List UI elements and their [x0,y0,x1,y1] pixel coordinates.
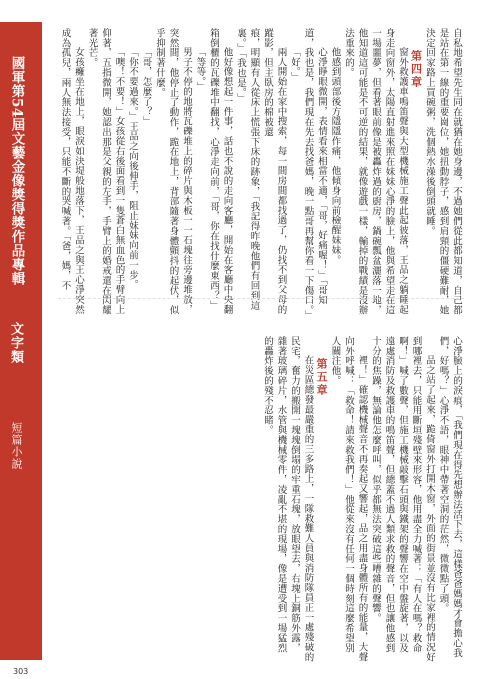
subcategory-label: 短篇小說 [10,422,23,470]
paragraph: 他感到頭部後方隱隱作痛，他傾身向前檢醒妹妹。 [329,47,341,265]
paragraph: 心淨臉上的淚痕，「我們現在得先想辦法活下去，這樣爸爸媽媽才會擔心我們，好嗎？」心淨不語，眼神中帶著空洞的茫然，微微點了頭。 [437,336,462,658]
paragraph: 「你不要過來。」王品之向後伸手，阻止妹妹向前一步。 [127,47,138,290]
paragraph: 他好像想起一件事，話也不說的走向客廳，開始在客廳中央翻箱倒櫃的瓦礫堆中翻找，心淨走向前，「哥，你在找什麼東西？」 [208,28,233,315]
paragraph: 「噢！不要！」女孩從右後面看到一隻蒼白無血色的手臂向上仰著，五指微開，她認出那是父親的左手，手臂上的婚戒還在閃耀著光芒。 [86,28,125,316]
paragraph: 品之站了起來，跪倚窗外打開木窗，外面的街景並沒有比家裡的情況好到哪裡去，只能用斷垣殘壁來形容，他用盡全力喊著：「有人在嗎？救命啊！」喊了數聲，但施工機械敲擊石頭與鐵架的聲響在空中盤旋著，以及遠處消防及救護車的鳴笛聲，但總蓋不過人類求救的聲音，但也讓他感到十分的焦躁，無論他怎麼呼叫，似乎都無法突破這些嘈雜的聲響。 [370,336,435,662]
paragraph: 「好。」 [289,47,300,82]
sidebar-band [0,22,42,660]
paragraph: 窗外救護車鳴笛聲與大型機械施工聲此起彼落，王品之躺睡起身走向窗外，太陽直射進來照在妹妹心淨的臉上，他與希望走在這一場噩夢，但看著眼前像是被轟炸過的廚房，鍋碗瓢盆灑落一地，他知道這可能是不可逆的結果，就像遊戲一樣，輸掉的戰績是沒辦法重來的。 [343,28,408,316]
paragraph: 自私地希望先生同在就猶在她身邊，不過她們從此都知道，自己都是站在第一線的重要崗位，她扭動脖子，感到肩頸的僵硬難耐，她決定回家路上買碗粥，洗個熱水澡後倒頭就睡。 [424,28,462,316]
chapter-heading-four: 第四章 [409,50,423,89]
paragraph: 在災區總發最嚴重的三多路上，一隊救難人員與消防隊員正一處殘破的民宅，奮力的搬開一塊塊倒塌的牢重石塊，放眼望去，右塊上銅筋外露，雜著玻璃碎片，水管與機械零件，凌亂不堪的現場，像是遭受到一場猛烈的轟炸後的殘不忍睹。 [262,336,314,662]
chapter-heading-five: 第五章 [315,358,328,397]
paragraph: 裡！」確認機械聲音不再奏起又響起，品之用盡身體所有的能量，大聲向外呼喊：「救命！請來救我們！」他從來沒有任何一個時刻這麼希望別人關注他。 [329,336,368,662]
section-divider [58,298,464,299]
sidebar [0,0,42,679]
paragraph: 痕，明顯有人從床上慌張下床的跡象，「我記得昨晚他們有回到這裏。」「我也是。」 [235,28,260,311]
text-block-top [58,28,463,320]
paragraph: 兩人開始在家中搜索，每一間房間都找過了，仍找不到父母的蹤影，但主臥房的棉被還 [262,28,287,315]
paragraph: 心淨睜眼微開，表情看來相當不適，「哥，好痛喔！」「哥知道，我也是，我們現在先去找爸媽，晚一點哥再幫你看一下傷口。」 [302,28,327,320]
story-body [58,28,466,664]
paragraph: 男子不停的地將瓦礫堆上的碎片與木板一一石塊往旁邊堆放，突然間，他停止了動作，跪在地上，背部隨著身體顫抖的起伏，似乎抑制著什麼。 [154,28,192,316]
paragraph: 「等等。」 [194,47,206,92]
text-block-bottom [58,336,463,662]
collection-title: 國軍第54屆文藝金像獎得獎作品專輯 [8,56,25,286]
paragraph: 「哥，怎麼了？」 [140,47,152,127]
category-label: 文字類 [8,322,23,364]
paragraph: 女孩癱坐在地上，眼淚如決堤般地落下，王品之與王心淨突然成為孤兒，兩人無法接受，只能不斷的哭喊著。「爸，媽，不 [59,28,84,315]
page-number: 303 [13,667,29,676]
